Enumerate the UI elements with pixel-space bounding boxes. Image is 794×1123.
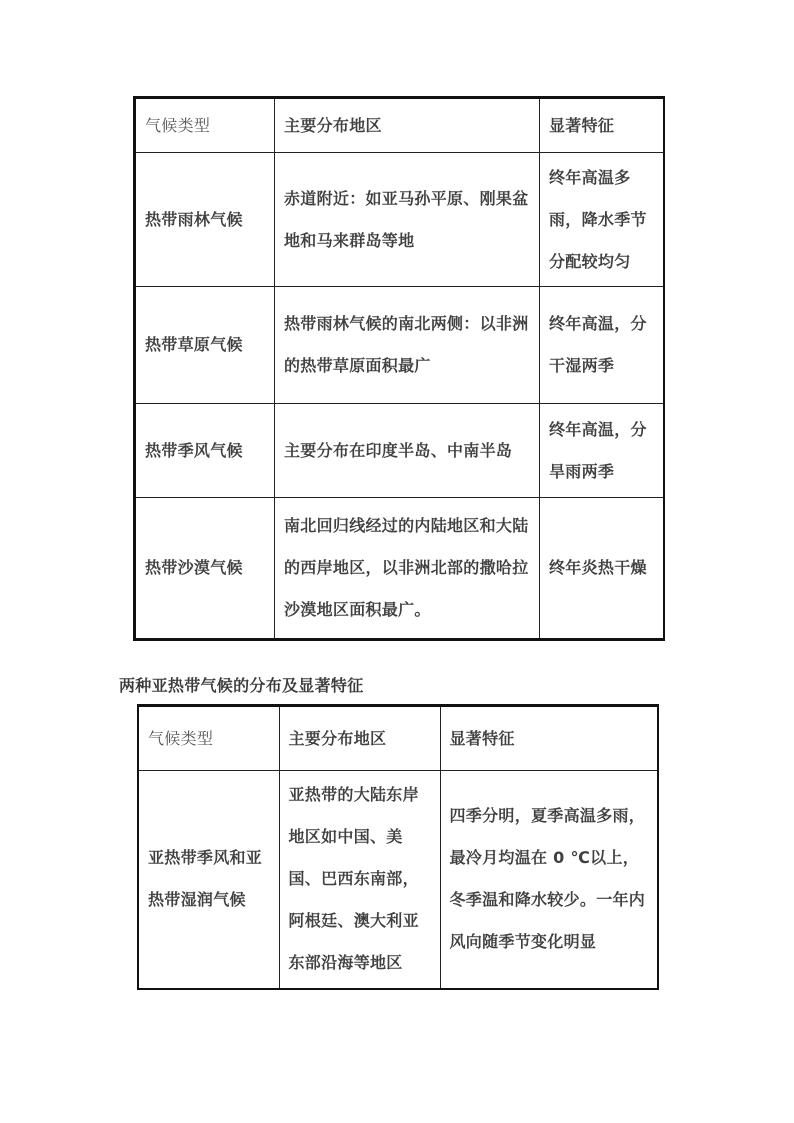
table-row: [135, 287, 664, 404]
region-cell: 南北回归线经过的内陆地区和大陆的西岸地区，以非洲北部的撒哈拉沙漠地区面积最广。: [275, 498, 540, 640]
climate-type-cell: 热带雨林气候: [135, 153, 275, 287]
header-climate-type: 气候类型: [135, 98, 275, 153]
table-row: [135, 498, 664, 640]
region-cell: 主要分布在印度半岛、中南半岛: [275, 404, 540, 498]
table-row: [135, 153, 664, 287]
region-cell: 赤道附近：如亚马孙平原、刚果盆地和马来群岛等地: [275, 153, 540, 287]
header-climate-type: 气候类型: [138, 706, 279, 771]
table-row: [135, 404, 664, 498]
header-feature: 显著特征: [440, 706, 658, 771]
climate-type-cell: 热带沙漠气候: [135, 498, 275, 640]
climate-type-cell: 亚热带季风和亚热带湿润气候: [138, 771, 279, 989]
feature-cell: 终年高温多雨，降水季节分配较均匀: [540, 153, 664, 287]
section-heading: 两种亚热带气候的分布及显著特征: [119, 676, 364, 695]
table-header-row: [135, 98, 664, 153]
feature-cell: 终年高温，分干湿两季: [540, 287, 664, 404]
climate-type-cell: 热带草原气候: [135, 287, 275, 404]
region-cell: 热带雨林气候的南北两侧：以非洲的热带草原面积最广: [275, 287, 540, 404]
subtropical-climate-table: [137, 704, 659, 990]
header-feature: 显著特征: [540, 98, 664, 153]
feature-cell: 四季分明，夏季高温多雨，最冷月均温在 0 ℃以上，冬季温和降水较少。一年内风向随季节变化明显: [440, 771, 658, 989]
table-header-row: [138, 706, 658, 771]
header-region: 主要分布地区: [279, 706, 440, 771]
feature-cell: 终年炎热干燥: [540, 498, 664, 640]
header-region: 主要分布地区: [275, 98, 540, 153]
tropical-climate-table: [133, 96, 665, 641]
feature-cell: 终年高温，分旱雨两季: [540, 404, 664, 498]
table-row: [138, 771, 658, 989]
region-cell: 亚热带的大陆东岸地区如中国、美国、巴西东南部，阿根廷、澳大利亚东部沿海等地区: [279, 771, 440, 989]
climate-type-cell: 热带季风气候: [135, 404, 275, 498]
